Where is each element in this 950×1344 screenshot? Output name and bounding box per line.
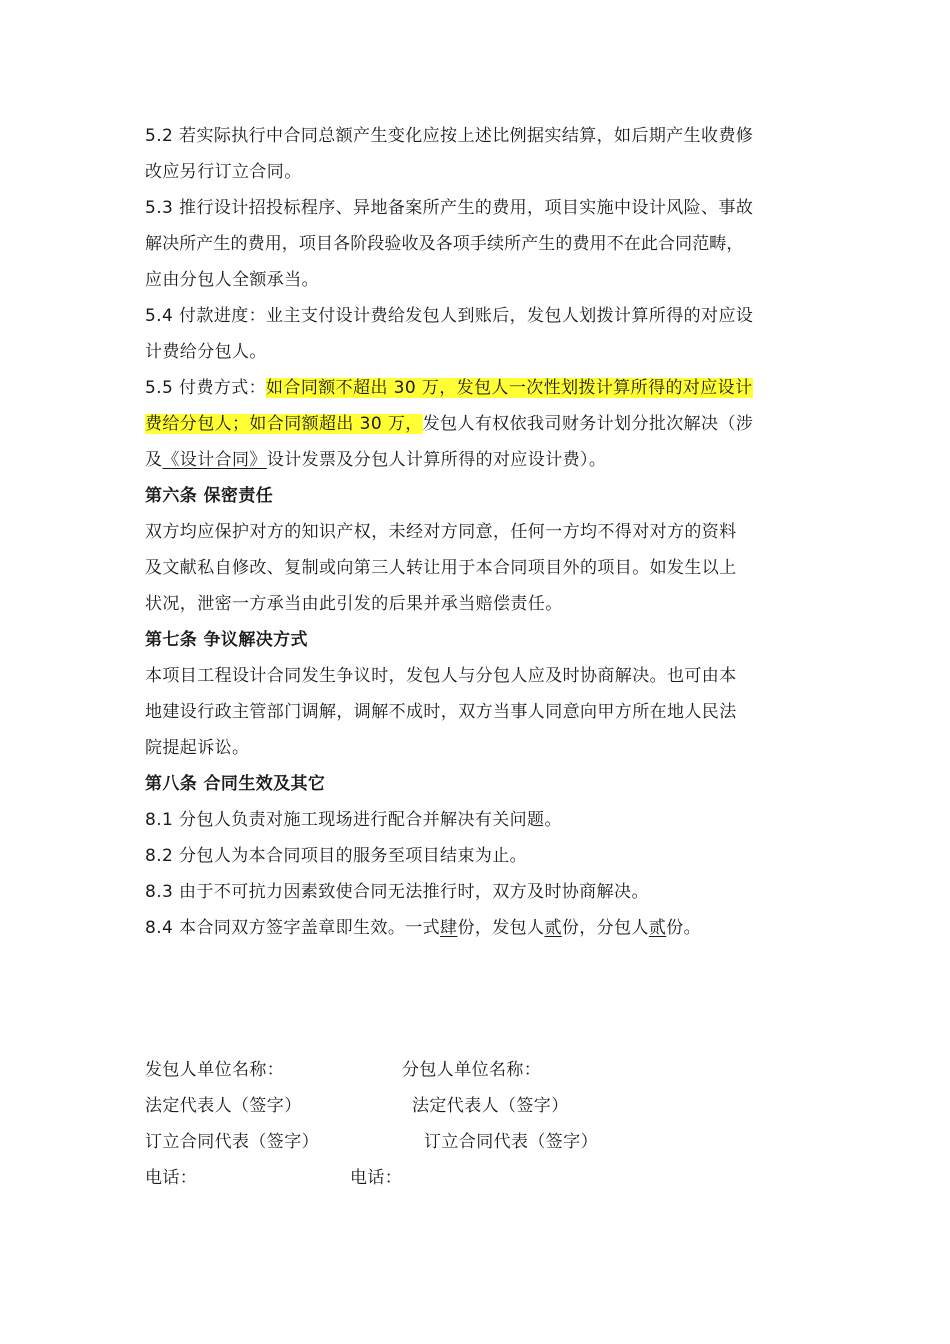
- clause-5-5-line-1: [145, 370, 825, 406]
- article-6-heading: 第六条 保密责任: [145, 486, 274, 506]
- contractor-unit-name-label: 发包人单位名称：: [145, 1060, 285, 1080]
- subcontractor-phone-label: 电话：: [350, 1168, 403, 1188]
- clause-5-5-highlight-1: 如合同额不超出 30 万，发包人一次性划拨计算所得的对应设计: [266, 378, 753, 398]
- subcontractor-unit-name-label: 分包人单位名称：: [402, 1060, 542, 1080]
- subcontractor-contract-rep-label: 订立合同代表（签字）: [424, 1132, 598, 1152]
- article-7-heading: 第七条 争议解决方式: [145, 630, 308, 650]
- total-copies: 肆: [440, 918, 458, 938]
- article-7-line-1: 本项目工程设计合同发生争议时，发包人与分包人应及时协商解决。也可由本: [145, 666, 737, 686]
- article-7-line-3: 院提起诉讼。: [145, 738, 250, 758]
- clause-8-1: 8.1 分包人负责对施工现场进行配合并解决有关问题。: [145, 810, 562, 830]
- contractor-contract-rep-label: 订立合同代表（签字）: [145, 1132, 319, 1152]
- article-6-line-3: 状况，泄密一方承当由此引发的后果并承当赔偿责任。: [145, 594, 563, 614]
- clause-8-2: 8.2 分包人为本合同项目的服务至项目结束为止。: [145, 846, 528, 866]
- clause-5-5-line-2: [145, 406, 825, 442]
- signature-row-phone: [145, 1160, 825, 1196]
- clause-5-5-line-3-prefix: 及: [145, 450, 163, 470]
- article-6-line-2: 及文献私自修改、复制或向第三人转让用于本合同项目外的项目。如发生以上: [145, 558, 737, 578]
- signature-row-unit-name: [145, 1052, 825, 1088]
- clause-5-3-line-2: 解决所产生的费用，项目各阶段验收及各项手续所产生的费用不在此合同范畴，: [145, 234, 744, 254]
- clause-5-2-line-2: 改应另行订立合同。: [145, 162, 302, 182]
- contractor-legal-rep-label: 法定代表人（签字）: [145, 1096, 302, 1116]
- contract-body: [145, 118, 825, 946]
- article-6-line-1: 双方均应保护对方的知识产权，未经对方同意，任何一方均不得对对方的资料: [145, 522, 737, 542]
- clause-5-5-line-2-rest: 发包人有权依我司财务计划分批次解决（涉: [422, 414, 754, 434]
- contractor-phone-label: 电话：: [145, 1168, 198, 1188]
- clause-8-4-part-c: 份，发包人: [457, 918, 545, 938]
- article-7-line-2: 地建设行政主管部门调解，调解不成时，双方当事人同意向甲方所在地人民法: [145, 702, 737, 722]
- clause-5-3-line-3: 应由分包人全额承当。: [145, 270, 319, 290]
- contractor-copies: 贰: [544, 918, 562, 938]
- signature-block: [145, 1052, 825, 1196]
- subcontractor-copies: 贰: [648, 918, 667, 938]
- clause-5-4-line-2: 计费给分包人。: [145, 342, 267, 362]
- subcontractor-legal-rep-label: 法定代表人（签字）: [412, 1096, 569, 1116]
- clause-5-5-line-3: [145, 442, 825, 478]
- clause-5-5-line-3-rest: 设计发票及分包人计算所得的对应设计费）。: [266, 450, 607, 470]
- clause-5-5-prefix: 5.5 付费方式：: [145, 378, 267, 398]
- clause-5-5-highlight-2: 费给分包人；如合同额超出 30 万，: [145, 414, 423, 434]
- clause-5-3-line-1: 5.3 推行设计招投标程序、异地备案所产生的费用，项目实施中设计风险、事故: [145, 198, 754, 218]
- clause-5-4-line-1: 5.4 付款进度：业主支付设计费给发包人到账后，发包人划拨计算所得的对应设: [145, 306, 754, 326]
- clause-8-3: 8.3 由于不可抗力因素致使合同无法推行时，双方及时协商解决。: [145, 882, 649, 902]
- design-contract-reference: 《设计合同》: [162, 450, 267, 470]
- clause-8-4-part-a: 8.4 本合同双方签字盖章即生效。一式: [145, 918, 441, 938]
- clause-8-4-part-g: 份。: [666, 918, 702, 938]
- article-8-heading: 第八条 合同生效及其它: [145, 774, 326, 794]
- clause-5-2-line-1: 5.2 若实际执行中合同总额产生变化应按上述比例据实结算，如后期产生收费修: [145, 126, 754, 146]
- signature-row-legal-rep: [145, 1088, 825, 1124]
- clause-8-4: [145, 910, 825, 946]
- signature-row-contract-rep: [145, 1124, 825, 1160]
- clause-8-4-part-e: 份，分包人: [561, 918, 649, 938]
